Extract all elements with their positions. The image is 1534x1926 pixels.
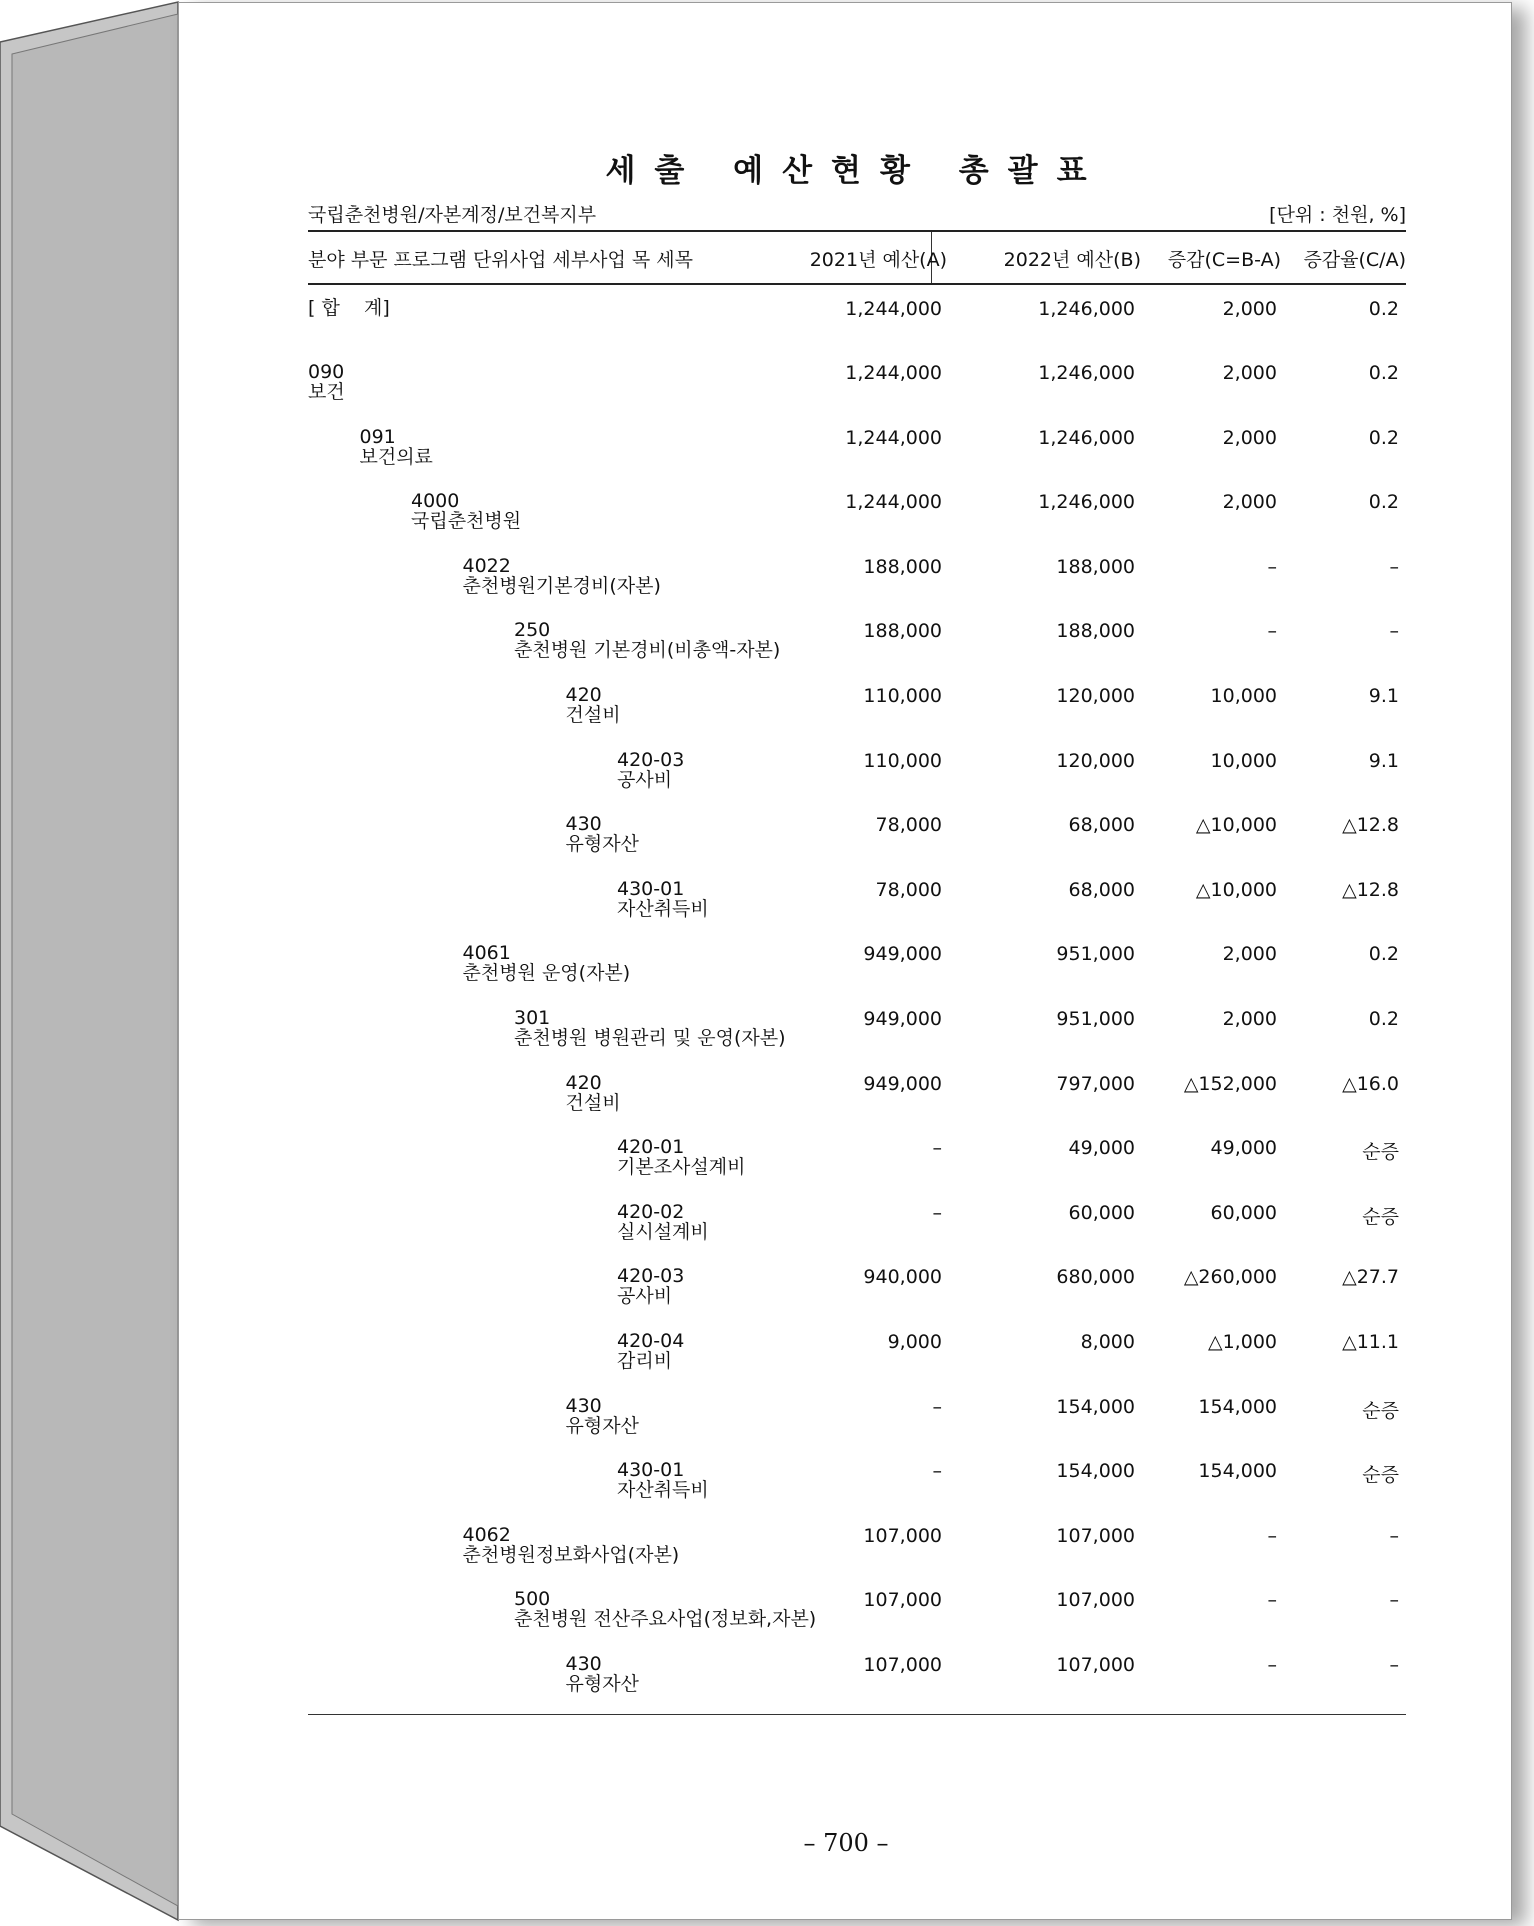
row-code: 420-04: [617, 1329, 685, 1352]
row-label: [566, 685, 621, 725]
row-label: [617, 1202, 709, 1242]
table-row: [308, 1575, 1406, 1640]
table-row: [308, 800, 1406, 865]
row-code: 420-01: [617, 1136, 685, 1159]
amount-diff: –: [1267, 1524, 1277, 1547]
amount-2021: 110,000: [863, 749, 942, 772]
rate: △12.8: [1342, 878, 1399, 901]
rate: 0.2: [1368, 943, 1399, 966]
amount-2022: 60,000: [1068, 1201, 1135, 1224]
table-row: [308, 284, 1406, 348]
amount-2022: 120,000: [1056, 684, 1135, 707]
row-label: [566, 1396, 639, 1436]
amount-diff: 2,000: [1222, 362, 1277, 384]
row-name: 춘천병원 전산주요사업(정보화,자본): [514, 1608, 817, 1631]
table-row: [308, 929, 1406, 994]
amount-2021: 188,000: [863, 555, 942, 578]
row-name: 자산취득비: [617, 1479, 709, 1502]
rate: △27.7: [1342, 1266, 1399, 1289]
row-label: [514, 1589, 816, 1629]
row-code: 4022: [462, 554, 511, 577]
rate: –: [1389, 620, 1399, 643]
amount-2022: 68,000: [1068, 878, 1135, 901]
row-label: [617, 1331, 684, 1371]
amount-2021: 78,000: [875, 878, 942, 901]
table-row: [308, 348, 1406, 413]
budget-table-body: [308, 284, 1406, 1704]
table-row: [308, 1446, 1406, 1511]
row-label: [617, 1460, 709, 1500]
table-row: [308, 1252, 1406, 1317]
row-label: [617, 1266, 684, 1306]
row-label: [566, 814, 639, 854]
amount-2022: 188,000: [1056, 555, 1135, 578]
amount-2021: –: [932, 1460, 942, 1483]
rate: 0.2: [1368, 1007, 1399, 1030]
amount-2021: 940,000: [863, 1266, 942, 1289]
table-row: [308, 1317, 1406, 1382]
row-code: 430: [565, 1652, 602, 1675]
row-code: 301: [514, 1006, 551, 1029]
amount-2022: 49,000: [1068, 1137, 1135, 1160]
row-code: 430: [565, 813, 602, 836]
amount-diff: 2,000: [1222, 943, 1277, 966]
table-row: [308, 413, 1406, 478]
org-path: 국립춘천병원/자본계정/보건복지부: [308, 204, 597, 226]
amount-2022: 797,000: [1056, 1072, 1135, 1095]
table-row: [308, 1059, 1406, 1124]
amount-diff: △10,000: [1195, 814, 1277, 837]
amount-diff: 2,000: [1222, 1007, 1277, 1030]
row-code: 420-03: [617, 748, 685, 771]
row-name: 실시설계비: [617, 1220, 709, 1243]
amount-2021: 110,000: [863, 684, 942, 707]
amount-2021: 107,000: [863, 1589, 942, 1612]
amount-diff: △260,000: [1183, 1266, 1277, 1289]
row-name: 보건의료: [359, 445, 433, 468]
row-label: [463, 1525, 680, 1565]
amount-2022: 680,000: [1056, 1266, 1135, 1289]
row-label: [463, 943, 631, 983]
amount-diff: 10,000: [1210, 684, 1277, 707]
table-row: [308, 736, 1406, 801]
amount-2022: 154,000: [1056, 1460, 1135, 1483]
row-code: 4062: [462, 1523, 511, 1546]
table-row: [308, 1382, 1406, 1447]
amount-2022: 1,246,000: [1038, 426, 1135, 449]
table-row: [308, 1511, 1406, 1576]
rate: –: [1389, 555, 1399, 578]
row-code: 430: [565, 1394, 602, 1417]
amount-2021: 1,244,000: [845, 426, 942, 449]
amount-diff: 2,000: [1222, 426, 1277, 449]
amount-2022: 1,246,000: [1038, 491, 1135, 514]
header-label: 분야 부문 프로그램 단위사업 세부사업 목 세목: [308, 249, 693, 271]
row-label: [360, 427, 433, 467]
row-code: 091: [359, 425, 396, 448]
row-name: 춘천병원 기본경비(비총액-자본): [514, 639, 781, 662]
row-name: 국립춘천병원: [411, 510, 522, 533]
rate: 순증: [1362, 1205, 1399, 1228]
rate: △16.0: [1342, 1072, 1399, 1095]
rate: 0.2: [1368, 298, 1399, 320]
amount-2022: 107,000: [1056, 1653, 1135, 1676]
row-code: 420: [565, 683, 602, 706]
table-row: [308, 1123, 1406, 1188]
table-row: [308, 542, 1406, 607]
row-code: 420: [565, 1071, 602, 1094]
amount-2022: 120,000: [1056, 749, 1135, 772]
header-rate: 증감율(C/A): [1303, 249, 1406, 271]
table-row: [308, 671, 1406, 736]
amount-2022: 68,000: [1068, 814, 1135, 837]
rate: 순증: [1362, 1141, 1399, 1164]
amount-2021: –: [932, 1201, 942, 1224]
rate: △12.8: [1342, 814, 1399, 837]
row-label: [514, 1008, 786, 1048]
row-name: 춘천병원정보화사업(자본): [462, 1543, 680, 1566]
amount-diff: 154,000: [1198, 1395, 1277, 1418]
amount-2021: 1,244,000: [845, 362, 942, 384]
row-name: 유형자산: [565, 1414, 639, 1437]
amount-diff: 60,000: [1210, 1201, 1277, 1224]
row-name: 보건: [308, 381, 345, 403]
amount-2021: –: [932, 1137, 942, 1160]
table-header: [308, 232, 1406, 284]
row-name: 건설비: [565, 1091, 621, 1114]
page-title: 세출 예산현황 총괄표: [605, 153, 1106, 189]
page-meta: [308, 200, 1406, 227]
row-name: 공사비: [617, 1285, 673, 1308]
amount-2021: 1,244,000: [845, 298, 942, 320]
table-row: [308, 994, 1406, 1059]
table-row: [308, 1640, 1406, 1705]
row-code: 430-01: [617, 1459, 685, 1482]
document-page: [178, 2, 1512, 1920]
table-row: [308, 606, 1406, 671]
amount-2022: 1,246,000: [1038, 298, 1135, 320]
table-row: [308, 477, 1406, 542]
row-label: [617, 750, 684, 790]
amount-2022: 1,246,000: [1038, 362, 1135, 384]
rate: 0.2: [1368, 426, 1399, 449]
row-code: 250: [514, 619, 551, 642]
rate: △11.1: [1342, 1330, 1399, 1353]
amount-diff: △10,000: [1195, 878, 1277, 901]
row-label: [617, 879, 709, 919]
row-code: [ 합 계]: [308, 297, 390, 319]
header-diff: 증감(C=B-A): [1167, 249, 1281, 271]
rate: 9.1: [1368, 749, 1399, 772]
row-name: 기본조사설계비: [617, 1156, 746, 1179]
row-label: [514, 620, 780, 660]
header-2022: 2022년 예산(B): [1003, 249, 1141, 271]
row-name: 춘천병원 병원관리 및 운영(자본): [514, 1026, 786, 1049]
amount-2021: 949,000: [863, 1072, 942, 1095]
amount-2022: 107,000: [1056, 1589, 1135, 1612]
amount-diff: △1,000: [1207, 1330, 1277, 1353]
rate: 0.2: [1368, 362, 1399, 384]
row-code: 090: [308, 361, 345, 383]
amount-2021: 188,000: [863, 620, 942, 643]
row-name: 유형자산: [565, 833, 639, 856]
amount-2022: 951,000: [1056, 1007, 1135, 1030]
page-number: – 700 –: [803, 1829, 889, 1857]
amount-2021: 107,000: [863, 1653, 942, 1676]
amount-2022: 107,000: [1056, 1524, 1135, 1547]
row-code: 420-03: [617, 1265, 685, 1288]
amount-2021: 949,000: [863, 1007, 942, 1030]
row-name: 감리비: [617, 1349, 673, 1372]
row-code: 4000: [411, 490, 460, 513]
rate: –: [1389, 1589, 1399, 1612]
rate: 순증: [1362, 1464, 1399, 1487]
row-label: [411, 491, 521, 531]
row-name: 춘천병원기본경비(자본): [462, 574, 661, 597]
amount-diff: –: [1267, 1653, 1277, 1676]
row-label: [308, 362, 345, 402]
rate: 0.2: [1368, 491, 1399, 514]
row-name: 춘천병원 운영(자본): [462, 962, 631, 985]
unit-label: [단위 : 천원, %]: [1269, 204, 1406, 226]
row-label: [308, 298, 390, 318]
amount-2022: 8,000: [1080, 1330, 1135, 1353]
amount-diff: –: [1267, 555, 1277, 578]
row-label: [566, 1073, 621, 1113]
rate: 순증: [1362, 1399, 1399, 1422]
amount-diff: △152,000: [1183, 1072, 1277, 1095]
row-name: 공사비: [617, 768, 673, 791]
row-name: 건설비: [565, 703, 621, 726]
row-label: [463, 556, 661, 596]
row-label: [566, 1654, 639, 1694]
amount-diff: –: [1267, 620, 1277, 643]
amount-2021: 949,000: [863, 943, 942, 966]
amount-2021: 107,000: [863, 1524, 942, 1547]
row-label: [617, 1137, 745, 1177]
amount-2021: 1,244,000: [845, 491, 942, 514]
row-code: 4061: [462, 942, 511, 965]
header-2021: 2021년 예산(A): [809, 249, 947, 271]
amount-diff: –: [1267, 1589, 1277, 1612]
amount-diff: 2,000: [1222, 298, 1277, 320]
table-bottom-rule: [308, 1714, 1406, 1715]
row-code: 500: [514, 1588, 551, 1611]
amount-2021: 9,000: [887, 1330, 942, 1353]
rate: –: [1389, 1653, 1399, 1676]
row-name: 유형자산: [565, 1672, 639, 1695]
amount-diff: 49,000: [1210, 1137, 1277, 1160]
amount-2021: –: [932, 1395, 942, 1418]
amount-2022: 188,000: [1056, 620, 1135, 643]
table-row: [308, 865, 1406, 930]
table-row: [308, 1188, 1406, 1253]
row-code: 430-01: [617, 877, 685, 900]
amount-2022: 951,000: [1056, 943, 1135, 966]
amount-2021: 78,000: [875, 814, 942, 837]
row-code: 420-02: [617, 1200, 685, 1223]
row-name: 자산취득비: [617, 897, 709, 920]
amount-diff: 154,000: [1198, 1460, 1277, 1483]
rate: 9.1: [1368, 684, 1399, 707]
amount-2022: 154,000: [1056, 1395, 1135, 1418]
amount-diff: 2,000: [1222, 491, 1277, 514]
rate: –: [1389, 1524, 1399, 1547]
amount-diff: 10,000: [1210, 749, 1277, 772]
